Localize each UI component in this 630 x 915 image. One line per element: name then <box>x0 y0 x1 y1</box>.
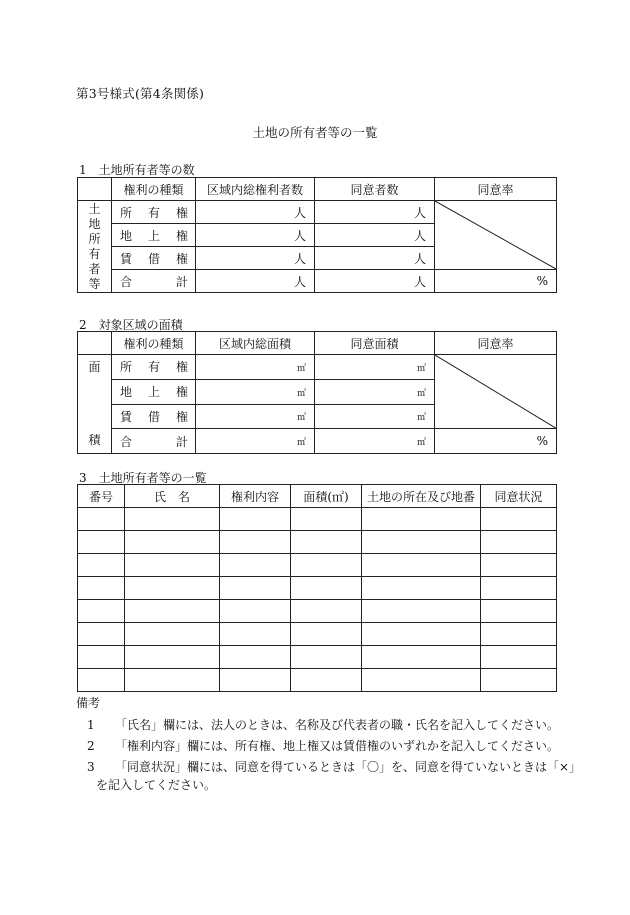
consent-status-cell[interactable] <box>481 508 557 531</box>
row-kind-superficies: 地 上 権 <box>112 379 196 404</box>
total-input-sum[interactable]: 人 <box>196 270 315 293</box>
area-cell[interactable] <box>291 508 362 531</box>
diagonal-line <box>435 355 556 428</box>
header-right-type: 権利の種類 <box>112 332 196 355</box>
owner-list-body <box>78 508 557 692</box>
table-row <box>78 623 557 646</box>
header-area: 面積(㎡) <box>291 485 362 508</box>
header-total-holders: 区域内総権利者数 <box>196 178 315 201</box>
header-consent-area: 同意面積 <box>315 332 435 355</box>
table-row <box>78 669 557 692</box>
owner-count-table <box>77 177 557 293</box>
number-cell[interactable] <box>78 554 125 577</box>
name-cell[interactable] <box>125 623 220 646</box>
consent-status-cell[interactable] <box>481 600 557 623</box>
number-cell[interactable] <box>78 531 125 554</box>
area-cell[interactable] <box>291 600 362 623</box>
header-consent-count: 同意者数 <box>315 178 435 201</box>
location-cell[interactable] <box>362 531 481 554</box>
section1-heading: 1 土地所有者等の数 <box>79 163 195 177</box>
right-content-cell[interactable] <box>220 669 291 692</box>
total-area-input-lease[interactable]: ㎡ <box>196 404 315 429</box>
rate-diagonal-cell <box>435 201 557 270</box>
name-cell[interactable] <box>125 669 220 692</box>
consent-input-superficies[interactable]: 人 <box>315 224 435 247</box>
table-row <box>78 554 557 577</box>
area-cell[interactable] <box>291 554 362 577</box>
table-row <box>78 646 557 669</box>
consent-area-input-lease[interactable]: ㎡ <box>315 404 435 429</box>
rate-diagonal-cell <box>435 355 557 429</box>
right-content-cell[interactable] <box>220 508 291 531</box>
side-label-landowners: 土 地 所 有 者 等 <box>78 201 112 293</box>
area-cell[interactable] <box>291 577 362 600</box>
name-cell[interactable] <box>125 508 220 531</box>
consent-status-cell[interactable] <box>481 669 557 692</box>
header-number: 番号 <box>78 485 125 508</box>
total-input-ownership[interactable]: 人 <box>196 201 315 224</box>
name-cell[interactable] <box>125 577 220 600</box>
header-right-type: 権利の種類 <box>112 178 196 201</box>
total-input-superficies[interactable]: 人 <box>196 224 315 247</box>
right-content-cell[interactable] <box>220 600 291 623</box>
right-content-cell[interactable] <box>220 577 291 600</box>
number-cell[interactable] <box>78 669 125 692</box>
consent-status-cell[interactable] <box>481 646 557 669</box>
number-cell[interactable] <box>78 623 125 646</box>
right-content-cell[interactable] <box>220 531 291 554</box>
header-right-content: 権利内容 <box>220 485 291 508</box>
note-item: 2 「権利内容」欄には、所有権、地上権又は賃借権のいずれかを記入してください。 <box>87 739 560 753</box>
owner-list-table <box>77 484 557 692</box>
number-cell[interactable] <box>78 508 125 531</box>
note-item-continuation: を記入してください。 <box>96 778 217 792</box>
location-cell[interactable] <box>362 600 481 623</box>
total-input-lease[interactable]: 人 <box>196 247 315 270</box>
location-cell[interactable] <box>362 623 481 646</box>
table-row <box>78 531 557 554</box>
number-cell[interactable] <box>78 577 125 600</box>
header-total-area: 区域内総面積 <box>196 332 315 355</box>
area-cell[interactable] <box>291 646 362 669</box>
header-name: 氏 名 <box>125 485 220 508</box>
name-cell[interactable] <box>125 531 220 554</box>
consent-area-input-sum[interactable]: ㎡ <box>315 429 435 454</box>
rate-input-total[interactable]: % <box>435 270 557 293</box>
header-location: 土地の所在及び地番 <box>362 485 481 508</box>
consent-status-cell[interactable] <box>481 577 557 600</box>
location-cell[interactable] <box>362 669 481 692</box>
consent-status-cell[interactable] <box>481 531 557 554</box>
header-consent-status: 同意状況 <box>481 485 557 508</box>
total-area-input-sum[interactable]: ㎡ <box>196 429 315 454</box>
row-kind-total: 合 計 <box>112 270 196 293</box>
number-cell[interactable] <box>78 646 125 669</box>
number-cell[interactable] <box>78 600 125 623</box>
row-kind-total: 合 計 <box>112 429 196 454</box>
row-kind-lease: 賃 借 権 <box>112 247 196 270</box>
table-row <box>78 600 557 623</box>
row-kind-ownership: 所 有 権 <box>112 355 196 380</box>
table-row <box>78 508 557 531</box>
area-cell[interactable] <box>291 669 362 692</box>
location-cell[interactable] <box>362 646 481 669</box>
table-row <box>78 577 557 600</box>
header-consent-rate: 同意率 <box>435 332 557 355</box>
area-cell[interactable] <box>291 531 362 554</box>
consent-area-input-superficies[interactable]: ㎡ <box>315 379 435 404</box>
form-number: 第3号様式(第4条関係) <box>76 86 205 101</box>
consent-input-lease[interactable]: 人 <box>315 247 435 270</box>
total-area-input-ownership[interactable]: ㎡ <box>196 355 315 380</box>
row-kind-superficies: 地 上 権 <box>112 224 196 247</box>
section2-heading: 2 対象区域の面積 <box>79 318 183 332</box>
note-item: 1 「氏名」欄には、法人のときは、名称及び代表者の職・氏名を記入してください。 <box>87 718 560 732</box>
corner-cell <box>78 178 112 201</box>
rate-input-total[interactable]: % <box>435 429 557 454</box>
consent-area-input-ownership[interactable]: ㎡ <box>315 355 435 380</box>
diagonal-line <box>435 201 556 269</box>
area-cell[interactable] <box>291 623 362 646</box>
name-cell[interactable] <box>125 600 220 623</box>
side-label-area: 面 積 <box>78 355 112 454</box>
section3-heading: 3 土地所有者等の一覧 <box>79 471 207 485</box>
row-kind-lease: 賃 借 権 <box>112 404 196 429</box>
consent-status-cell[interactable] <box>481 554 557 577</box>
right-content-cell[interactable] <box>220 646 291 669</box>
header-consent-rate: 同意率 <box>435 178 557 201</box>
name-cell[interactable] <box>125 554 220 577</box>
location-cell[interactable] <box>362 577 481 600</box>
location-cell[interactable] <box>362 554 481 577</box>
consent-status-cell[interactable] <box>481 623 557 646</box>
right-content-cell[interactable] <box>220 554 291 577</box>
location-cell[interactable] <box>362 508 481 531</box>
name-cell[interactable] <box>125 646 220 669</box>
area-table <box>77 331 557 454</box>
consent-input-sum[interactable]: 人 <box>315 270 435 293</box>
consent-input-ownership[interactable]: 人 <box>315 201 435 224</box>
right-content-cell[interactable] <box>220 623 291 646</box>
page-title: 土地の所有者等の一覧 <box>252 125 378 140</box>
row-kind-ownership: 所 有 権 <box>112 201 196 224</box>
note-item: 3 「同意状況」欄には、同意を得ているときは「〇」を、同意を得ていないときは「×」 <box>87 760 582 774</box>
corner-cell <box>78 332 112 355</box>
notes-heading: 備考 <box>76 696 101 710</box>
total-area-input-superficies[interactable]: ㎡ <box>196 379 315 404</box>
